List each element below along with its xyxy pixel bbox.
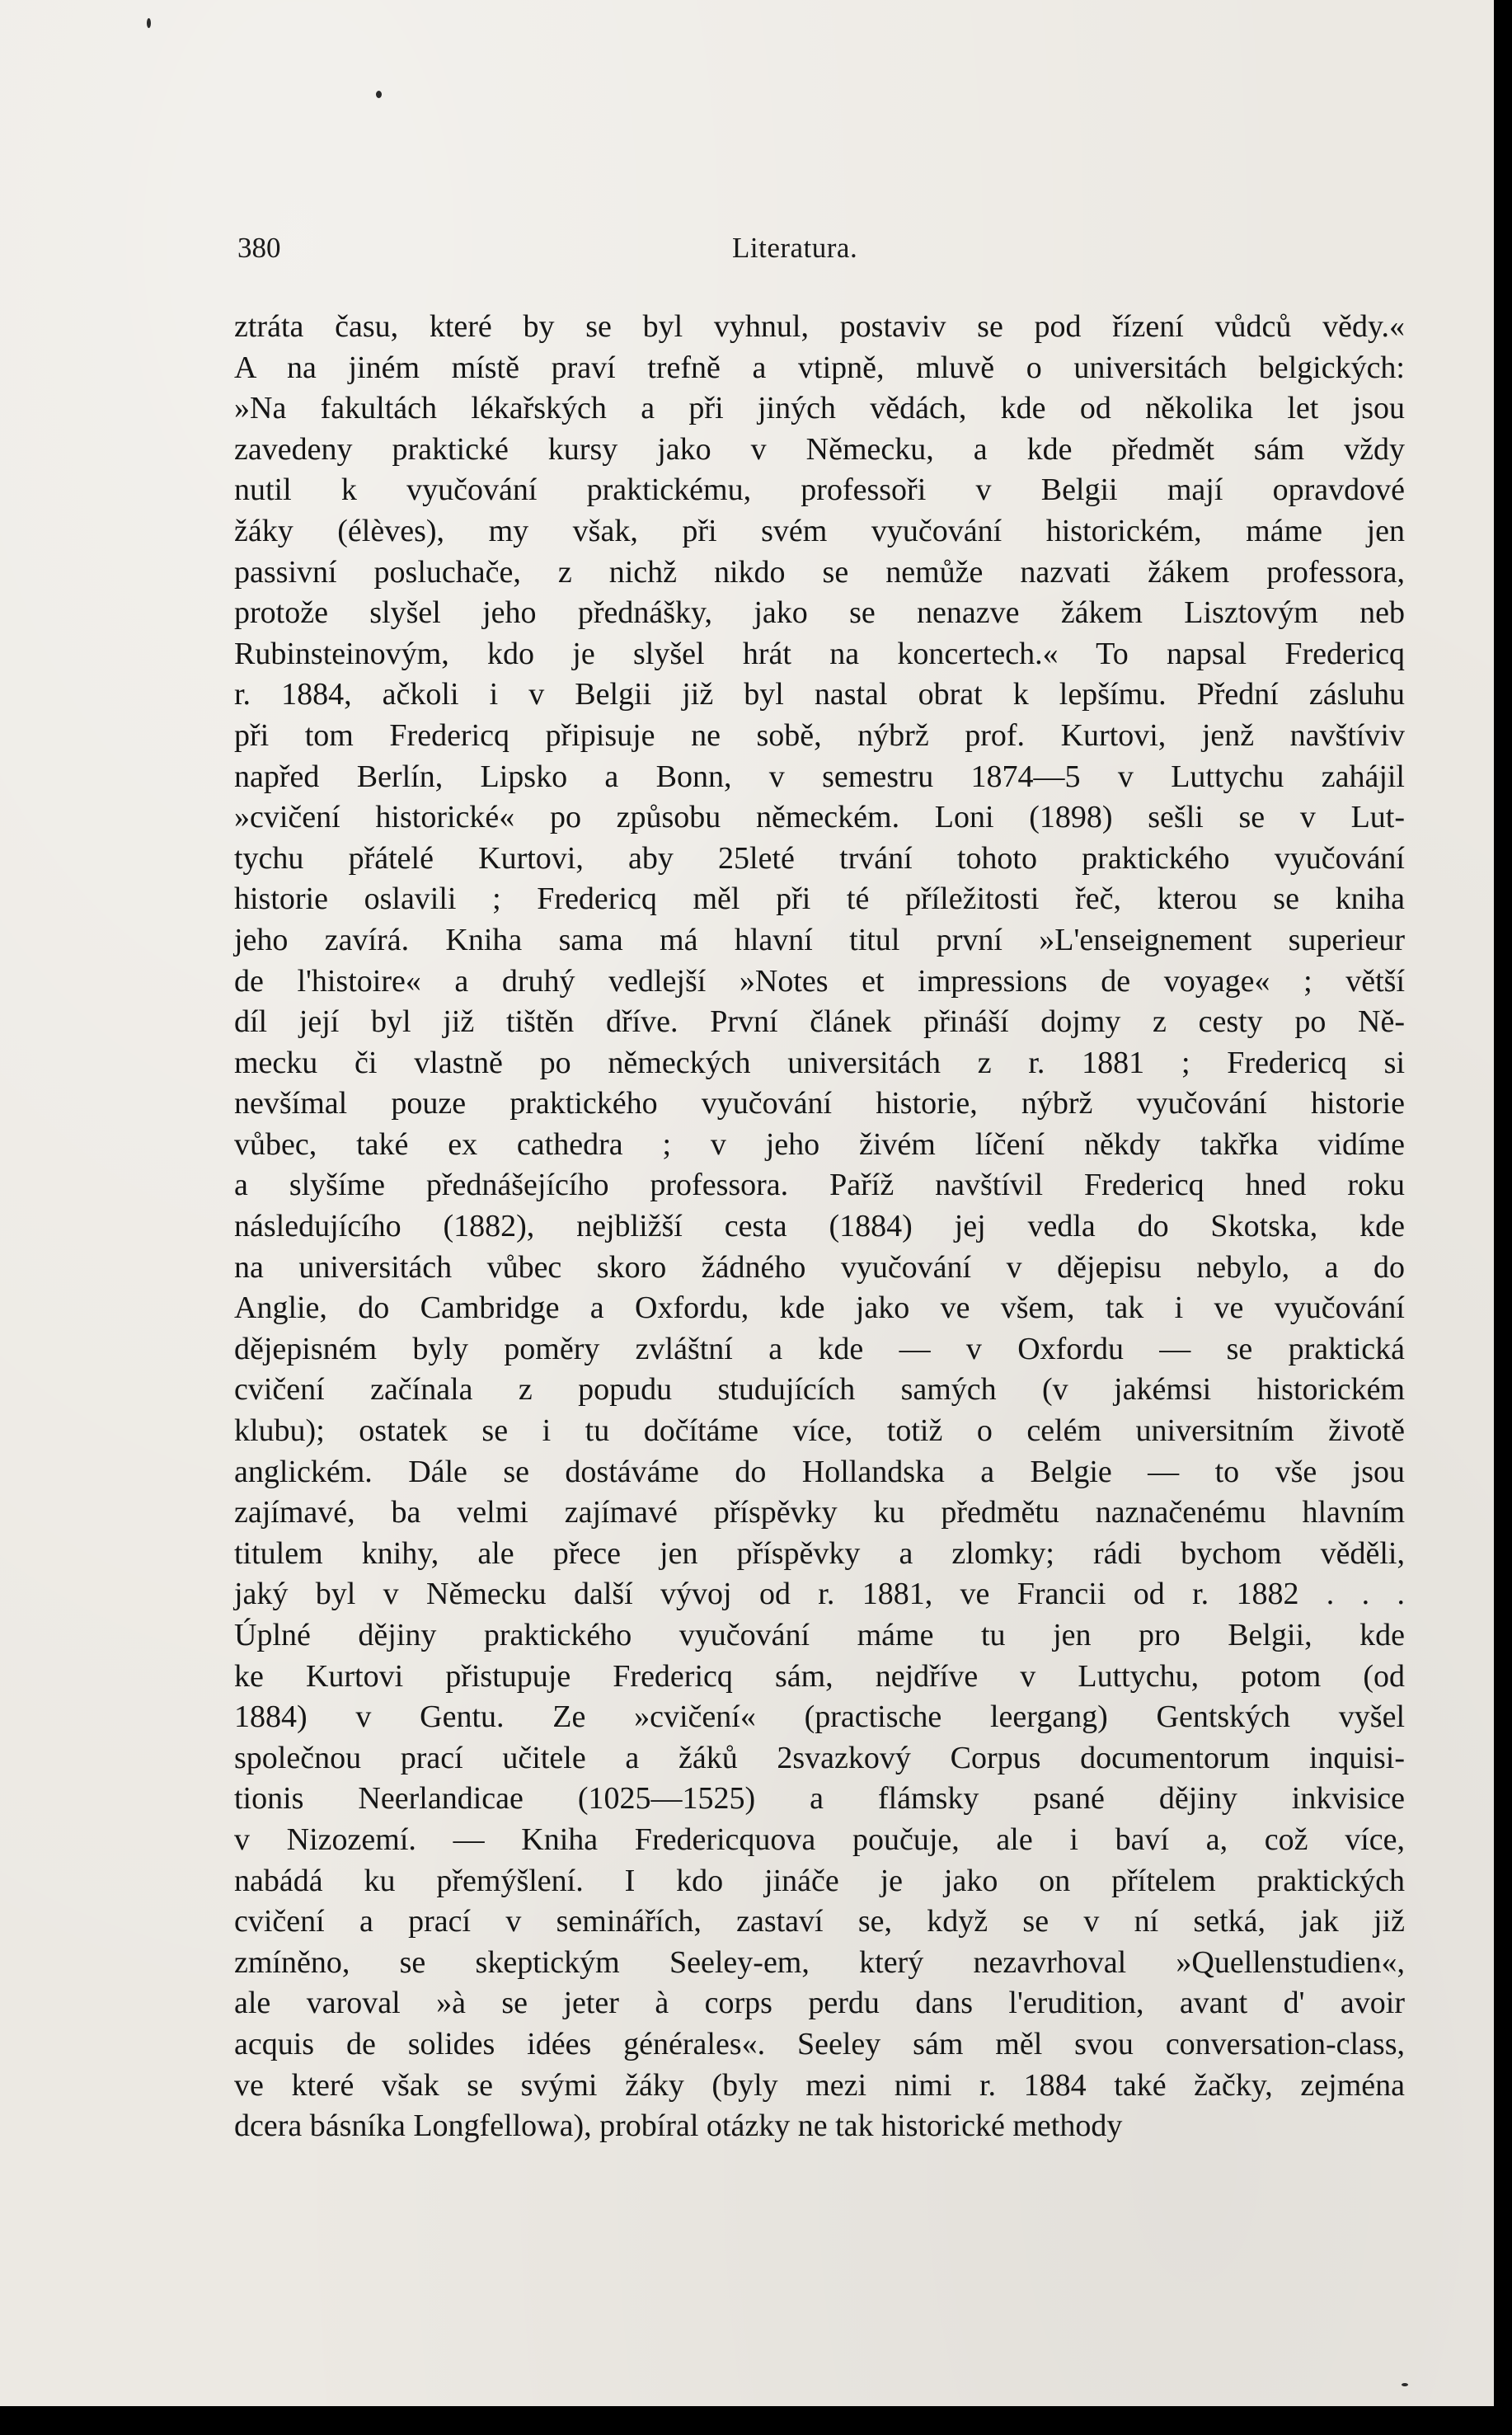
text-line: na universitách vůbec skoro žádného vyučování v dějepisu nebylo, a do: [234, 1249, 1405, 1285]
text-line: zmíněno, se skeptickým Seeley-em, který nezavrhoval »Quellenstudien«,: [234, 1944, 1405, 1980]
text-line: nutil k vyučování praktickému, professoři v Belgii mají opravdové: [234, 472, 1405, 508]
text-line: tionis Neerlandicae (1025—1525) a flámsky psané dějiny inkvisice: [234, 1781, 1405, 1817]
text-line: klubu); ostatek se i tu dočítáme více, totiž o celém universitním životě: [234, 1413, 1405, 1449]
text-line: mecku či vlastně po německých universitách z r. 1881 ; Fredericq si: [234, 1045, 1405, 1080]
text-line: nabádá ku přemýšlení. I kdo jináče je jako on přítelem praktických: [234, 1863, 1405, 1898]
text-line: cvičení začínala z popudu studujících samých (v jakémsi historickém: [234, 1372, 1405, 1408]
text-line: Anglie, do Cambridge a Oxfordu, kde jako ve všem, tak i ve vyučování: [234, 1290, 1405, 1326]
text-line: vůbec, také ex cathedra ; v jeho živém líčení někdy takřka vidíme: [234, 1126, 1405, 1162]
text-line: protože slyšel jeho přednášky, jako se nenazve žákem Lisztovým neb: [234, 595, 1405, 631]
text-line: acquis de solides idées générales«. Seeley sám měl svou conversation-class,: [234, 2026, 1405, 2061]
scan-border-right: [1494, 0, 1512, 2435]
text-line: při tom Fredericq připisuje ne sobě, nýbrž prof. Kurtovi, jenž navštíviv: [234, 717, 1405, 753]
scan-border-bottom: [0, 2406, 1512, 2435]
text-line: de l'histoire« a druhý vedlejší »Notes et impressions de voyage« ; větší: [234, 963, 1405, 999]
ink-speck: [147, 18, 151, 28]
text-line: historie oslavili ; Fredericq měl při té příležitosti řeč, kterou se kniha: [234, 881, 1405, 917]
page-header: [237, 228, 1408, 269]
text-line: společnou prací učitele a žáků 2svazkový Corpus documentorum inquisi-: [234, 1740, 1405, 1775]
text-line: jaký byl v Německu další vývoj od r. 1881, ve Francii od r. 1882 . . .: [234, 1577, 1405, 1612]
text-line: zavedeny praktické kursy jako v Německu, a kde předmět sám vždy: [234, 431, 1405, 467]
text-line: v Nizozemí. — Kniha Fredericquova poučuje, ale i baví a, což více,: [234, 1822, 1405, 1857]
ink-speck: [376, 91, 382, 98]
running-head: Literatura.: [732, 232, 858, 264]
text-line: a slyšíme přednášejícího professora. Paříž navštívil Fredericq hned roku: [234, 1168, 1405, 1203]
text-line: napřed Berlín, Lipsko a Bonn, v semestru 1874—5 v Luttychu zahájil: [234, 759, 1405, 794]
text-line: dcera básníka Longfellowa), probíral otázky ne tak historické methody: [234, 2108, 1123, 2144]
ink-speck: [1402, 2383, 1408, 2386]
text-line: díl její byl již tištěn dříve. První článek přináší dojmy z cesty po Ně-: [234, 1004, 1405, 1040]
text-line: cvičení a prací v seminářích, zastaví se, když se v ní setká, jak již: [234, 1904, 1405, 1939]
text-line: passivní posluchače, z nichž nikdo se nemůže nazvati žákem professora,: [234, 554, 1405, 590]
text-line: »Na fakultách lékařských a při jiných vědách, kde od několika let jsou: [234, 391, 1405, 426]
text-line: anglickém. Dále se dostáváme do Hollandska a Belgie — to vše jsou: [234, 1454, 1405, 1489]
text-line: titulem knihy, ale přece jen příspěvky a zlomky; rádi bychom věděli,: [234, 1535, 1405, 1571]
text-line: ale varoval »à se jeter à corps perdu dans l'erudition, avant d' avoir: [234, 1986, 1405, 2021]
text-line: zajímavé, ba velmi zajímavé příspěvky ku předmětu naznačenému hlavním: [234, 1495, 1405, 1530]
text-line: 1884) v Gentu. Ze »cvičení« (practische leergang) Gentských vyšel: [234, 1699, 1405, 1735]
text-line: »cvičení historické« po způsobu německém. Loni (1898) sešli se v Lut-: [234, 800, 1405, 835]
text-line: ke Kurtovi přistupuje Fredericq sám, nejdříve v Luttychu, potom (od: [234, 1658, 1405, 1694]
text-line: Rubinsteinovým, kdo je slyšel hrát na koncertech.« To napsal Fredericq: [234, 636, 1405, 671]
text-line: ve které však se svými žáky (byly mezi nimi r. 1884 také žačky, zejména: [234, 2067, 1405, 2103]
page-number: 380: [237, 232, 281, 264]
text-line: ztráta času, které by se byl vyhnul, postaviv se pod řízení vůdců vědy.«: [234, 309, 1405, 344]
body-text: [234, 307, 1405, 2147]
text-line: Úplné dějiny praktického vyučování máme tu jen pro Belgii, kde: [234, 1618, 1405, 1652]
text-line: r. 1884, ačkoli i v Belgii již byl nastal obrat k lepšímu. Přední zásluhu: [234, 677, 1405, 712]
text-line: jeho zavírá. Kniha sama má hlavní titul první »L'enseignement superieur: [234, 922, 1405, 957]
text-line: nevšímal pouze praktického vyučování historie, nýbrž vyučování historie: [234, 1086, 1405, 1121]
text-line: následujícího (1882), nejbližší cesta (1884) jej vedla do Skotska, kde: [234, 1209, 1405, 1244]
text-line: žáky (élèves), my však, při svém vyučování historickém, máme jen: [234, 513, 1405, 548]
text-line: dějepisném byly poměry zvláštní a kde — v Oxfordu — se praktická: [234, 1331, 1405, 1366]
text-line: tychu přátelé Kurtovi, aby 25leté trvání tohoto praktického vyučování: [234, 840, 1405, 876]
text-line: A na jiném místě praví trefně a vtipně, mluvě o universitách belgických:: [234, 350, 1405, 385]
